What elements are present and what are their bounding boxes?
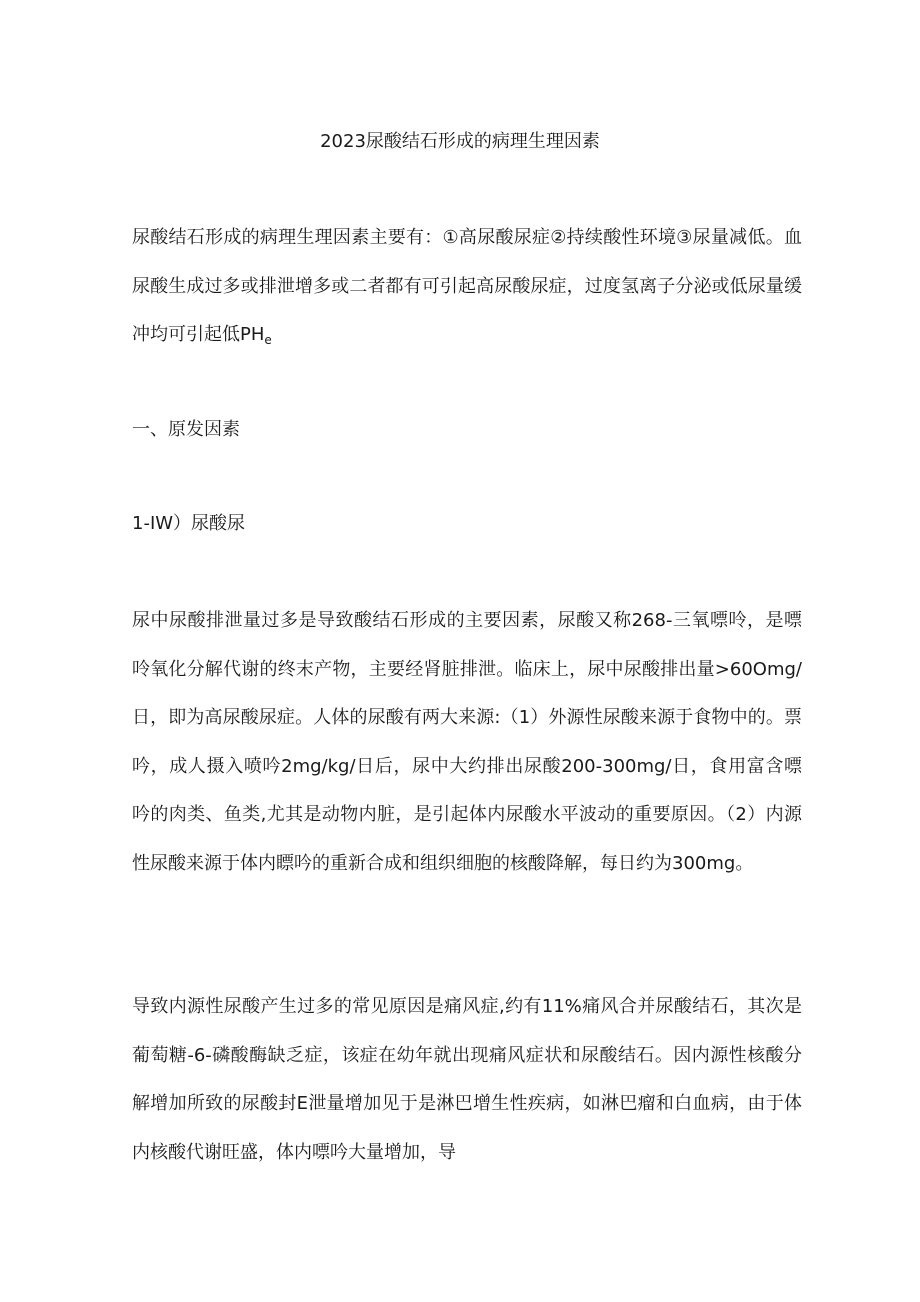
section-heading-primary-factors: 一、原发因素: [132, 419, 240, 440]
paragraph-uric-acid-sources: 尿中尿酸排泄量过多是导致酸结石形成的主要因素，尿酸又称268-三氧嘌呤，是嘌呤氧化分解代谢的终末产物，主要经肾脏排泄。临床上，尿中尿酸排出量>60Omg/日，即为高尿酸尿症。人体的尿酸有两大来源:（1）外源性尿酸来源于食物中的。票吟，成人摄入喷吟2mg/kg/日后，尿中大约排出尿酸200-300mg/日，食用富含嘌吟的肉类、鱼类,尤其是动物内脏，是引起体内尿酸水平波动的重要原因。（2）内源性尿酸来源于体内瞟吟的重新合成和组织细胞的核酸降解，每日约为300mg。: [132, 610, 802, 874]
intro-paragraph: [132, 214, 802, 365]
intro-subscript: e: [264, 333, 272, 347]
intro-text: 尿酸结石形成的病理生理因素主要有：①高尿酸尿症②持续酸性环境③尿量减低。血尿酸生成过多或排泄增多或二者都有可引起高尿酸尿症，过度氢离子分泌或低尿量缓冲均可引起低PH: [132, 227, 802, 345]
subsection-heading-hyperuricosuria: 1-IW）尿酸尿: [132, 513, 246, 534]
paragraph-endogenous-causes: 导致内源性尿酸产生过多的常见原因是痛风症,约有11%痛风合并尿酸结石，其次是葡萄糖-6-磷酸酶缺乏症，该症在幼年就出现痛风症状和尿酸结石。因内源性核酸分解增加所致的尿酸封E泄量增加见于是淋巴增生性疾病，如淋巴瘤和白血病，由于体内核酸代谢旺盛，体内嘌吟大量增加，导: [132, 996, 802, 1163]
document-title: 2023尿酸结石形成的病理生理因素: [320, 131, 600, 152]
